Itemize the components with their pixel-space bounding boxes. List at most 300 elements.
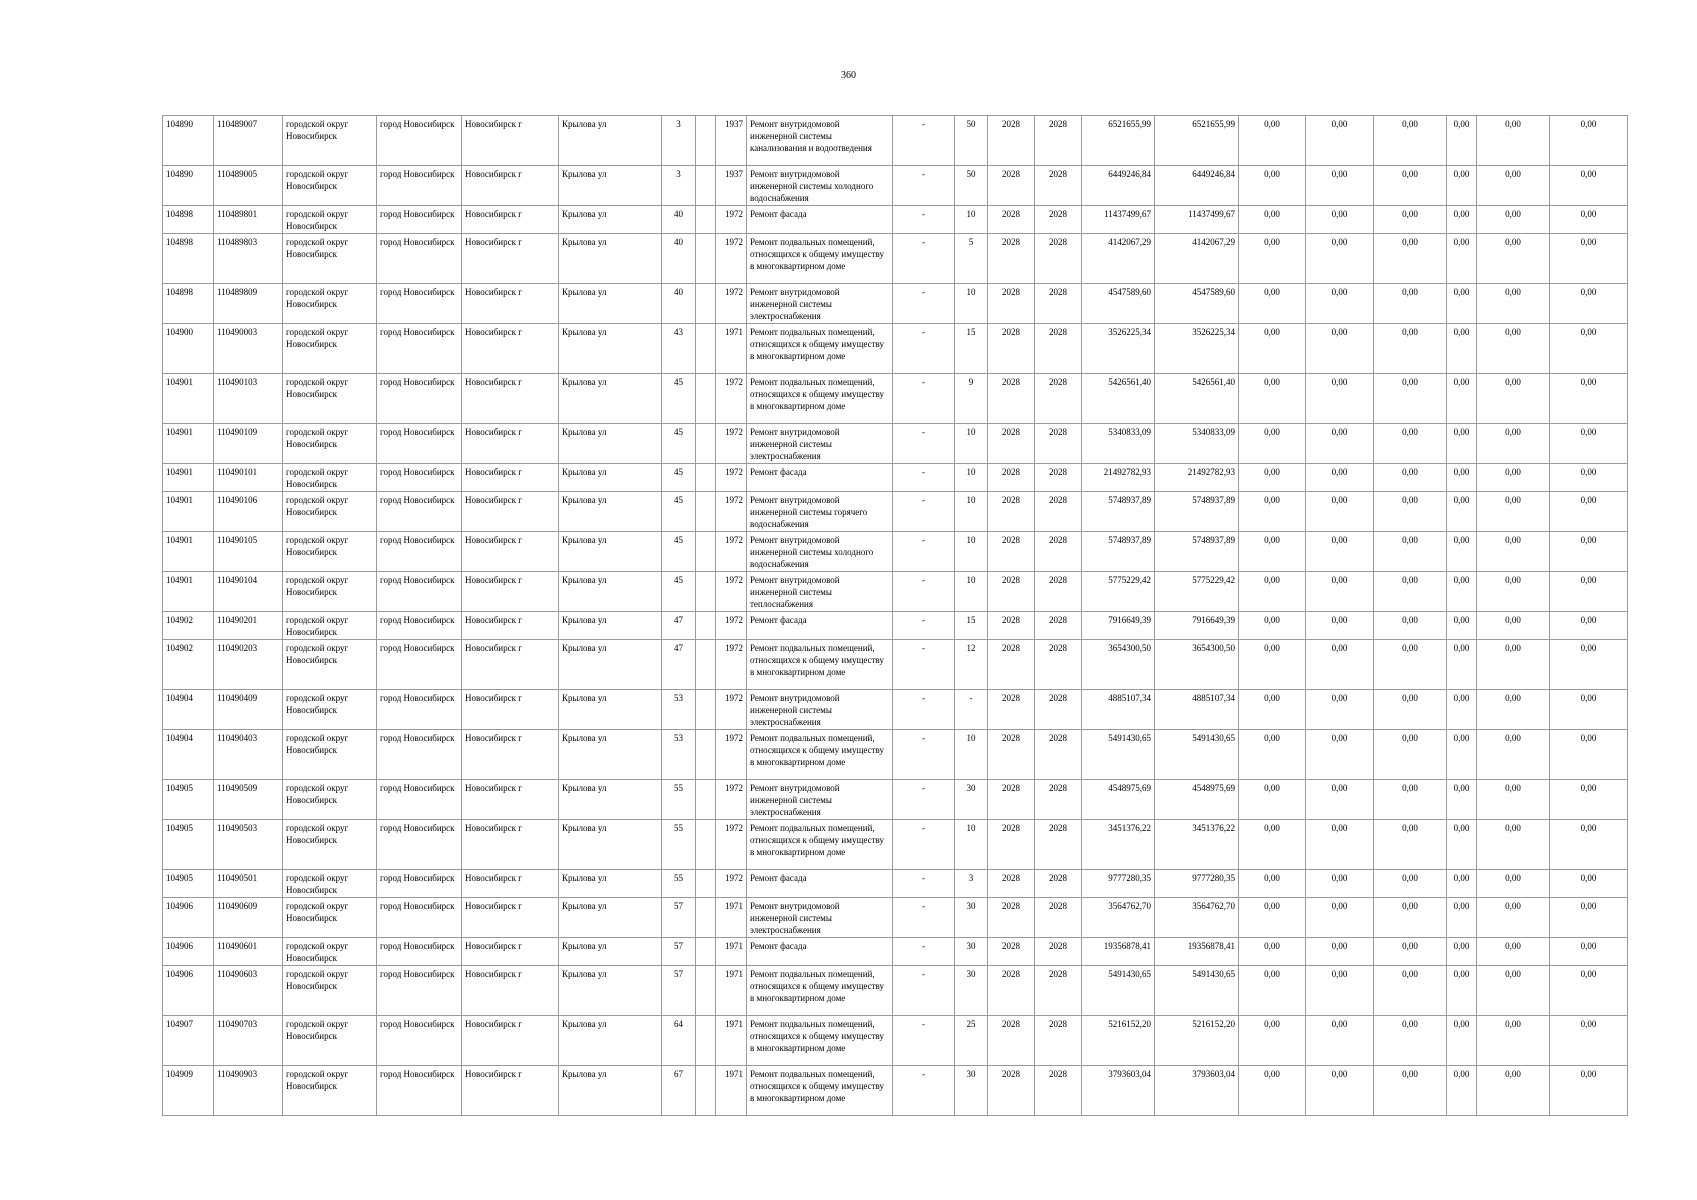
cell-volume: -: [955, 690, 988, 730]
cell-amount-1: 0,00: [1239, 234, 1306, 284]
cell-district: городской округ Новосибирск: [283, 730, 377, 780]
cell-work-code: 110490201: [214, 612, 283, 640]
table-row: [163, 870, 1628, 898]
cell-city: Новосибирск г: [462, 612, 559, 640]
cell-amount-5: 0,00: [1477, 234, 1550, 284]
cell-city: Новосибирск г: [462, 780, 559, 820]
cell-settlement: город Новосибирск: [377, 492, 462, 532]
cell-work-code: 110490106: [214, 492, 283, 532]
cell-amount-5: 0,00: [1477, 206, 1550, 234]
cell-street: Крылова ул: [559, 492, 662, 532]
cell-house-number: 57: [662, 898, 696, 938]
cell-work-code: 110489809: [214, 284, 283, 324]
cell-amount-5: 0,00: [1477, 166, 1550, 206]
table-row: [163, 612, 1628, 640]
table-row: [163, 572, 1628, 612]
table-row: [163, 464, 1628, 492]
cell-city: Новосибирск г: [462, 206, 559, 234]
cell-amount-5: 0,00: [1477, 966, 1550, 1016]
cell-year-start: 2028: [988, 870, 1035, 898]
cell-dash: -: [893, 938, 955, 966]
cell-work-code: 110490609: [214, 898, 283, 938]
cell-amount-6: 0,00: [1550, 492, 1628, 532]
cell-amount-6: 0,00: [1550, 820, 1628, 870]
cell-district: городской округ Новосибирск: [283, 966, 377, 1016]
cell-volume: 30: [955, 898, 988, 938]
cell-house-number: 45: [662, 424, 696, 464]
table-row: [163, 424, 1628, 464]
cell-object-id: 104901: [163, 532, 214, 572]
cell-work-code: 110490203: [214, 640, 283, 690]
cell-dash: -: [893, 966, 955, 1016]
cell-year-end: 2028: [1035, 690, 1082, 730]
cell-object-id: 104901: [163, 492, 214, 532]
cell-total: 4548975,69: [1155, 780, 1239, 820]
cell-amount-1: 0,00: [1239, 492, 1306, 532]
cell-amount-6: 0,00: [1550, 324, 1628, 374]
cell-object-id: 104898: [163, 284, 214, 324]
cell-build-year: 1971: [716, 1066, 747, 1116]
cell-year-end: 2028: [1035, 640, 1082, 690]
cell-house-number: 67: [662, 1066, 696, 1116]
cell-amount-1: 0,00: [1239, 870, 1306, 898]
cell-work-type: Ремонт фасада: [747, 464, 893, 492]
cell-work-type: Ремонт фасада: [747, 938, 893, 966]
cell-amount-3: 0,00: [1374, 1016, 1447, 1066]
cell-year-end: 2028: [1035, 374, 1082, 424]
cell-volume: 10: [955, 730, 988, 780]
cell-dash: -: [893, 424, 955, 464]
cell-amount-6: 0,00: [1550, 116, 1628, 166]
table-row: [163, 324, 1628, 374]
cell-work-code: 110490603: [214, 966, 283, 1016]
cell-settlement: город Новосибирск: [377, 206, 462, 234]
cell-year-start: 2028: [988, 116, 1035, 166]
cell-dash: -: [893, 612, 955, 640]
cell-amount-6: 0,00: [1550, 284, 1628, 324]
cell-volume: 30: [955, 938, 988, 966]
cell-build-year: 1971: [716, 966, 747, 1016]
cell-district: городской округ Новосибирск: [283, 690, 377, 730]
cell-settlement: город Новосибирск: [377, 284, 462, 324]
cell-year-end: 2028: [1035, 1016, 1082, 1066]
capital-repair-table: [162, 115, 1628, 1116]
cell-district: городской округ Новосибирск: [283, 820, 377, 870]
cell-amount-5: 0,00: [1477, 780, 1550, 820]
cell-street: Крылова ул: [559, 820, 662, 870]
cell-amount-5: 0,00: [1477, 324, 1550, 374]
cell-cost: 5775229,42: [1082, 572, 1155, 612]
cell-building: [696, 166, 716, 206]
cell-amount-3: 0,00: [1374, 116, 1447, 166]
cell-amount-5: 0,00: [1477, 730, 1550, 780]
cell-amount-4: 0,00: [1447, 690, 1477, 730]
cell-build-year: 1972: [716, 780, 747, 820]
cell-amount-4: 0,00: [1447, 820, 1477, 870]
cell-work-code: 110490409: [214, 690, 283, 730]
page-number: 360: [841, 70, 856, 81]
cell-street: Крылова ул: [559, 938, 662, 966]
cell-amount-3: 0,00: [1374, 284, 1447, 324]
cell-settlement: город Новосибирск: [377, 898, 462, 938]
cell-district: городской округ Новосибирск: [283, 166, 377, 206]
cell-amount-1: 0,00: [1239, 532, 1306, 572]
cell-house-number: 55: [662, 870, 696, 898]
cell-volume: 15: [955, 324, 988, 374]
cell-year-start: 2028: [988, 424, 1035, 464]
cell-object-id: 104890: [163, 116, 214, 166]
cell-street: Крылова ул: [559, 870, 662, 898]
cell-amount-5: 0,00: [1477, 898, 1550, 938]
cell-amount-1: 0,00: [1239, 820, 1306, 870]
cell-cost: 3451376,22: [1082, 820, 1155, 870]
cell-amount-6: 0,00: [1550, 870, 1628, 898]
cell-amount-5: 0,00: [1477, 690, 1550, 730]
cell-amount-3: 0,00: [1374, 532, 1447, 572]
table-row: [163, 492, 1628, 532]
cell-street: Крылова ул: [559, 374, 662, 424]
cell-year-start: 2028: [988, 166, 1035, 206]
cell-amount-3: 0,00: [1374, 966, 1447, 1016]
cell-dash: -: [893, 730, 955, 780]
cell-total: 3793603,04: [1155, 1066, 1239, 1116]
cell-district: городской округ Новосибирск: [283, 424, 377, 464]
cell-amount-2: 0,00: [1306, 690, 1374, 730]
cell-volume: 10: [955, 572, 988, 612]
cell-street: Крылова ул: [559, 116, 662, 166]
cell-building: [696, 324, 716, 374]
table-row: [163, 898, 1628, 938]
cell-amount-3: 0,00: [1374, 374, 1447, 424]
cell-amount-6: 0,00: [1550, 780, 1628, 820]
cell-amount-1: 0,00: [1239, 284, 1306, 324]
cell-district: городской округ Новосибирск: [283, 464, 377, 492]
cell-district: городской округ Новосибирск: [283, 116, 377, 166]
cell-object-id: 104901: [163, 424, 214, 464]
cell-year-start: 2028: [988, 206, 1035, 234]
cell-cost: 6449246,84: [1082, 166, 1155, 206]
cell-total: 4547589,60: [1155, 284, 1239, 324]
cell-volume: 10: [955, 424, 988, 464]
cell-house-number: 45: [662, 464, 696, 492]
cell-year-end: 2028: [1035, 938, 1082, 966]
cell-year-end: 2028: [1035, 1066, 1082, 1116]
cell-amount-5: 0,00: [1477, 572, 1550, 612]
cell-object-id: 104898: [163, 206, 214, 234]
cell-amount-2: 0,00: [1306, 870, 1374, 898]
cell-build-year: 1972: [716, 640, 747, 690]
cell-year-end: 2028: [1035, 820, 1082, 870]
cell-work-code: 110490601: [214, 938, 283, 966]
cell-total: 3564762,70: [1155, 898, 1239, 938]
cell-volume: 30: [955, 966, 988, 1016]
table-row: [163, 1066, 1628, 1116]
cell-build-year: 1972: [716, 464, 747, 492]
cell-year-end: 2028: [1035, 234, 1082, 284]
cell-settlement: город Новосибирск: [377, 116, 462, 166]
cell-street: Крылова ул: [559, 612, 662, 640]
cell-amount-2: 0,00: [1306, 116, 1374, 166]
cell-year-start: 2028: [988, 612, 1035, 640]
cell-settlement: город Новосибирск: [377, 690, 462, 730]
cell-amount-3: 0,00: [1374, 612, 1447, 640]
cell-total: 6449246,84: [1155, 166, 1239, 206]
cell-volume: 10: [955, 532, 988, 572]
cell-amount-6: 0,00: [1550, 612, 1628, 640]
cell-year-end: 2028: [1035, 492, 1082, 532]
cell-cost: 4547589,60: [1082, 284, 1155, 324]
cell-amount-1: 0,00: [1239, 464, 1306, 492]
cell-district: городской округ Новосибирск: [283, 780, 377, 820]
cell-building: [696, 532, 716, 572]
cell-total: 5748937,89: [1155, 492, 1239, 532]
cell-total: 5491430,65: [1155, 730, 1239, 780]
cell-house-number: 45: [662, 572, 696, 612]
cell-city: Новосибирск г: [462, 640, 559, 690]
cell-build-year: 1972: [716, 690, 747, 730]
cell-house-number: 43: [662, 324, 696, 374]
cell-volume: 25: [955, 1016, 988, 1066]
cell-street: Крылова ул: [559, 780, 662, 820]
cell-work-type: Ремонт внутридомовой инженерной системы электроснабжения: [747, 898, 893, 938]
cell-year-start: 2028: [988, 284, 1035, 324]
table-row: [163, 780, 1628, 820]
cell-dash: -: [893, 1066, 955, 1116]
cell-dash: -: [893, 234, 955, 284]
cell-total: 5426561,40: [1155, 374, 1239, 424]
cell-total: 3654300,50: [1155, 640, 1239, 690]
cell-build-year: 1972: [716, 492, 747, 532]
cell-object-id: 104900: [163, 324, 214, 374]
cell-city: Новосибирск г: [462, 464, 559, 492]
cell-amount-1: 0,00: [1239, 780, 1306, 820]
cell-amount-2: 0,00: [1306, 820, 1374, 870]
cell-amount-1: 0,00: [1239, 424, 1306, 464]
cell-work-type: Ремонт внутридомовой инженерной системы холодного водоснабжения: [747, 166, 893, 206]
cell-amount-2: 0,00: [1306, 938, 1374, 966]
cell-work-code: 110489007: [214, 116, 283, 166]
cell-building: [696, 690, 716, 730]
cell-amount-4: 0,00: [1447, 324, 1477, 374]
cell-dash: -: [893, 640, 955, 690]
cell-year-start: 2028: [988, 374, 1035, 424]
cell-work-type: Ремонт подвальных помещений, относящихся к общему имуществу в многоквартирном доме: [747, 374, 893, 424]
cell-city: Новосибирск г: [462, 116, 559, 166]
cell-city: Новосибирск г: [462, 820, 559, 870]
cell-build-year: 1971: [716, 1016, 747, 1066]
table-row: [163, 234, 1628, 284]
cell-object-id: 104904: [163, 690, 214, 730]
cell-build-year: 1972: [716, 234, 747, 284]
cell-amount-2: 0,00: [1306, 1066, 1374, 1116]
cell-build-year: 1971: [716, 938, 747, 966]
cell-amount-3: 0,00: [1374, 780, 1447, 820]
cell-amount-4: 0,00: [1447, 116, 1477, 166]
cell-volume: 10: [955, 820, 988, 870]
table-row: [163, 690, 1628, 730]
cell-year-end: 2028: [1035, 464, 1082, 492]
cell-year-start: 2028: [988, 1016, 1035, 1066]
cell-amount-1: 0,00: [1239, 640, 1306, 690]
cell-volume: 15: [955, 612, 988, 640]
cell-year-start: 2028: [988, 324, 1035, 374]
cell-amount-6: 0,00: [1550, 166, 1628, 206]
cell-volume: 10: [955, 284, 988, 324]
cell-cost: 3564762,70: [1082, 898, 1155, 938]
cell-total: 7916649,39: [1155, 612, 1239, 640]
cell-street: Крылова ул: [559, 532, 662, 572]
cell-amount-1: 0,00: [1239, 206, 1306, 234]
table-row: [163, 938, 1628, 966]
cell-amount-1: 0,00: [1239, 324, 1306, 374]
cell-total: 5491430,65: [1155, 966, 1239, 1016]
cell-house-number: 40: [662, 206, 696, 234]
cell-work-code: 110490105: [214, 532, 283, 572]
cell-year-end: 2028: [1035, 532, 1082, 572]
cell-amount-2: 0,00: [1306, 572, 1374, 612]
cell-year-end: 2028: [1035, 116, 1082, 166]
cell-amount-1: 0,00: [1239, 572, 1306, 612]
cell-building: [696, 966, 716, 1016]
cell-building: [696, 572, 716, 612]
cell-dash: -: [893, 166, 955, 206]
cell-amount-4: 0,00: [1447, 166, 1477, 206]
cell-amount-5: 0,00: [1477, 640, 1550, 690]
cell-amount-3: 0,00: [1374, 640, 1447, 690]
cell-work-type: Ремонт внутридомовой инженерной системы электроснабжения: [747, 780, 893, 820]
cell-settlement: город Новосибирск: [377, 424, 462, 464]
cell-street: Крылова ул: [559, 572, 662, 612]
cell-volume: 3: [955, 870, 988, 898]
cell-amount-1: 0,00: [1239, 730, 1306, 780]
cell-volume: 5: [955, 234, 988, 284]
cell-cost: 5491430,65: [1082, 966, 1155, 1016]
cell-build-year: 1937: [716, 116, 747, 166]
cell-house-number: 40: [662, 234, 696, 284]
cell-building: [696, 898, 716, 938]
cell-amount-2: 0,00: [1306, 284, 1374, 324]
cell-work-type: Ремонт внутридомовой инженерной системы электроснабжения: [747, 424, 893, 464]
cell-district: городской округ Новосибирск: [283, 284, 377, 324]
cell-total: 11437499,67: [1155, 206, 1239, 234]
cell-amount-4: 0,00: [1447, 730, 1477, 780]
cell-object-id: 104898: [163, 234, 214, 284]
cell-work-code: 110490101: [214, 464, 283, 492]
cell-total: 6521655,99: [1155, 116, 1239, 166]
cell-dash: -: [893, 116, 955, 166]
cell-build-year: 1972: [716, 532, 747, 572]
cell-cost: 5216152,20: [1082, 1016, 1155, 1066]
cell-street: Крылова ул: [559, 690, 662, 730]
cell-year-end: 2028: [1035, 284, 1082, 324]
table-row: [163, 966, 1628, 1016]
cell-work-type: Ремонт подвальных помещений, относящихся к общему имуществу в многоквартирном доме: [747, 966, 893, 1016]
cell-amount-2: 0,00: [1306, 532, 1374, 572]
cell-street: Крылова ул: [559, 166, 662, 206]
cell-district: городской округ Новосибирск: [283, 1016, 377, 1066]
table-row: [163, 166, 1628, 206]
cell-object-id: 104905: [163, 870, 214, 898]
cell-city: Новосибирск г: [462, 284, 559, 324]
cell-amount-2: 0,00: [1306, 324, 1374, 374]
cell-amount-6: 0,00: [1550, 898, 1628, 938]
cell-amount-4: 0,00: [1447, 234, 1477, 284]
cell-dash: -: [893, 572, 955, 612]
cell-volume: 50: [955, 116, 988, 166]
cell-amount-4: 0,00: [1447, 780, 1477, 820]
cell-amount-3: 0,00: [1374, 938, 1447, 966]
cell-cost: 4548975,69: [1082, 780, 1155, 820]
cell-amount-2: 0,00: [1306, 640, 1374, 690]
cell-amount-5: 0,00: [1477, 424, 1550, 464]
cell-amount-4: 0,00: [1447, 870, 1477, 898]
cell-dash: -: [893, 324, 955, 374]
cell-amount-1: 0,00: [1239, 1066, 1306, 1116]
cell-work-type: Ремонт внутридомовой инженерной системы канализования и водоотведения: [747, 116, 893, 166]
cell-street: Крылова ул: [559, 284, 662, 324]
cell-dash: -: [893, 780, 955, 820]
cell-amount-4: 0,00: [1447, 612, 1477, 640]
table-row: [163, 730, 1628, 780]
cell-amount-2: 0,00: [1306, 966, 1374, 1016]
cell-build-year: 1972: [716, 820, 747, 870]
cell-city: Новосибирск г: [462, 492, 559, 532]
cell-build-year: 1972: [716, 612, 747, 640]
cell-settlement: город Новосибирск: [377, 612, 462, 640]
cell-object-id: 104905: [163, 820, 214, 870]
table-body: [163, 116, 1628, 1116]
cell-house-number: 40: [662, 284, 696, 324]
cell-building: [696, 116, 716, 166]
table-row: [163, 820, 1628, 870]
cell-object-id: 104907: [163, 1016, 214, 1066]
cell-work-code: 110489801: [214, 206, 283, 234]
cell-work-type: Ремонт подвальных помещений, относящихся к общему имуществу в многоквартирном доме: [747, 1066, 893, 1116]
cell-amount-5: 0,00: [1477, 870, 1550, 898]
cell-work-type: Ремонт фасада: [747, 870, 893, 898]
table-row: [163, 116, 1628, 166]
cell-work-code: 110490503: [214, 820, 283, 870]
cell-build-year: 1971: [716, 324, 747, 374]
cell-district: городской округ Новосибирск: [283, 1066, 377, 1116]
cell-volume: 9: [955, 374, 988, 424]
cell-total: 3451376,22: [1155, 820, 1239, 870]
cell-amount-3: 0,00: [1374, 324, 1447, 374]
cell-city: Новосибирск г: [462, 690, 559, 730]
cell-district: городской округ Новосибирск: [283, 324, 377, 374]
cell-amount-2: 0,00: [1306, 898, 1374, 938]
cell-house-number: 55: [662, 780, 696, 820]
cell-amount-6: 0,00: [1550, 1016, 1628, 1066]
table-row: [163, 1016, 1628, 1066]
cell-amount-2: 0,00: [1306, 166, 1374, 206]
cell-work-type: Ремонт подвальных помещений, относящихся к общему имуществу в многоквартирном доме: [747, 730, 893, 780]
cell-amount-6: 0,00: [1550, 464, 1628, 492]
cell-object-id: 104901: [163, 464, 214, 492]
cell-volume: 10: [955, 492, 988, 532]
cell-dash: -: [893, 464, 955, 492]
table-row: [163, 206, 1628, 234]
cell-amount-4: 0,00: [1447, 966, 1477, 1016]
cell-amount-4: 0,00: [1447, 1016, 1477, 1066]
cell-work-type: Ремонт внутридомовой инженерной системы теплоснабжения: [747, 572, 893, 612]
cell-object-id: 104909: [163, 1066, 214, 1116]
cell-amount-4: 0,00: [1447, 898, 1477, 938]
cell-amount-4: 0,00: [1447, 492, 1477, 532]
cell-year-end: 2028: [1035, 612, 1082, 640]
cell-work-code: 110490703: [214, 1016, 283, 1066]
cell-amount-6: 0,00: [1550, 572, 1628, 612]
